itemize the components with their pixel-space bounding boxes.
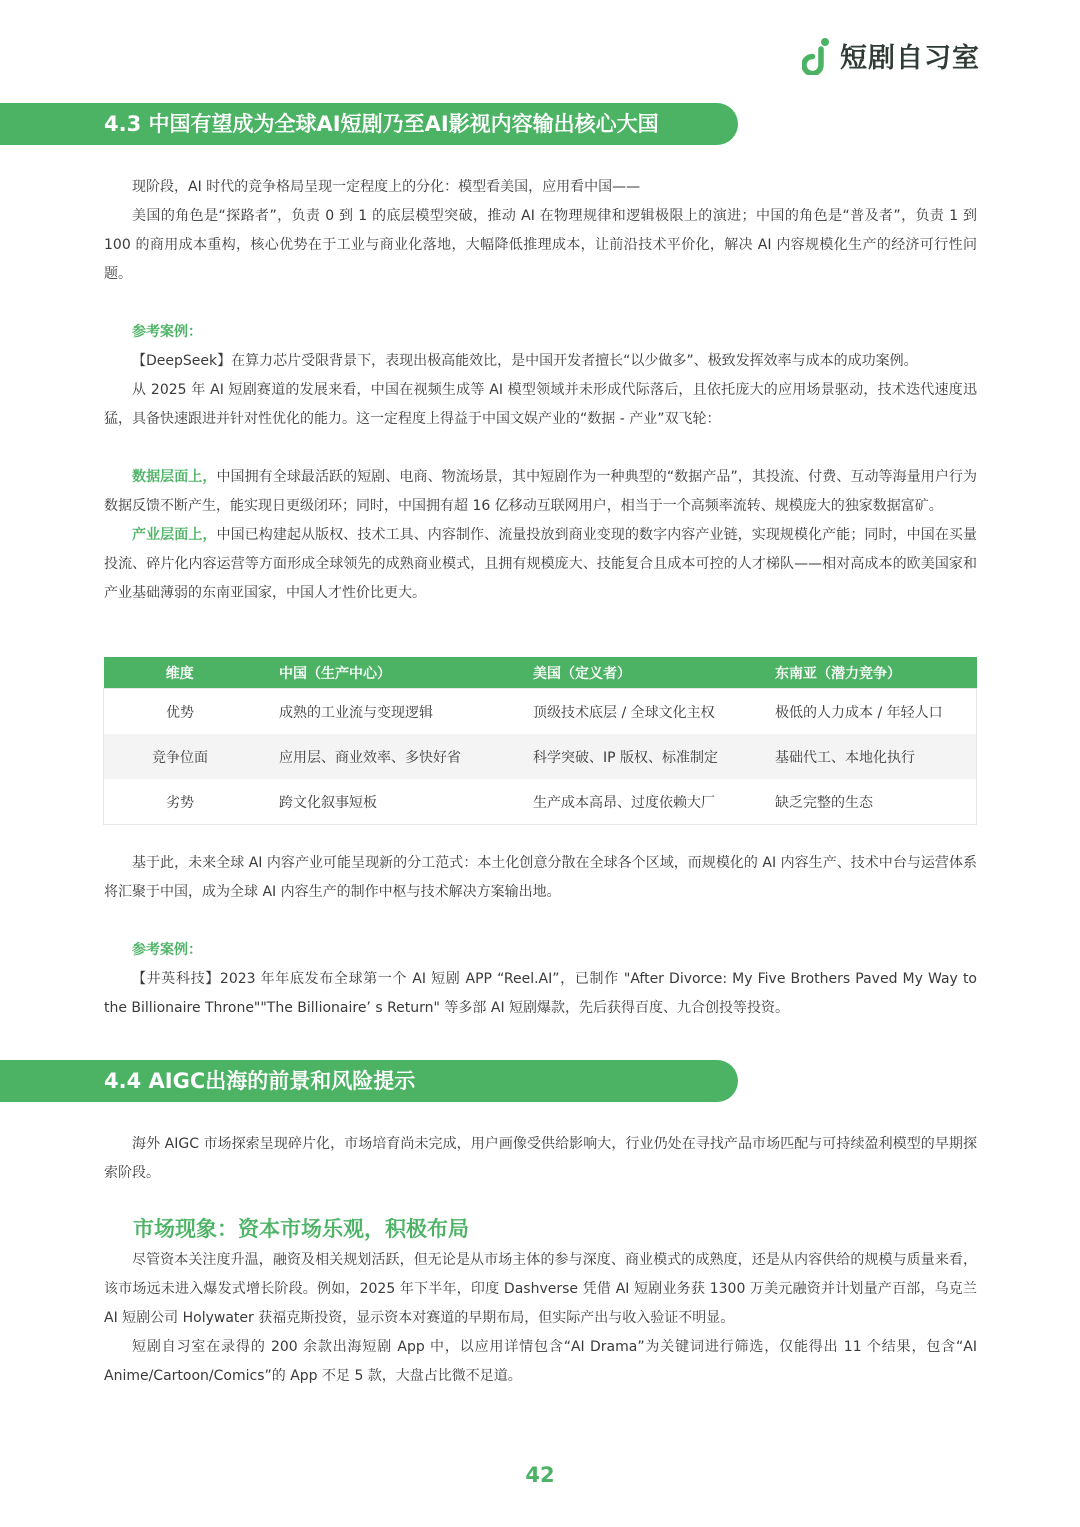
- data-level-label: 数据层面上，: [132, 469, 217, 485]
- market-paragraph: 短剧自习室在录得的 200 余款出海短剧 App 中，以应用详情包含“AI Drama”为关键词进行筛选，仅能得出 11 个结果，包含“AI Anime/Cartoon/Comics”的 App 不足 5 款，大盘占比微不足道。: [104, 1339, 977, 1384]
- industry-level-text: 中国已构建起从版权、技术工具、内容制作、流量投放到商业变现的数字内容产业链，实现规模化产能；同时，中国在买量投流、碎片化内容运营等方面形成全球领先的成熟商业模式，且拥有规模庞大、技能复合且成本可控的人才梯队——相对高成本的欧美国家和产业基础薄弱的东南亚国家，中国人才性价比更大。: [104, 527, 978, 601]
- page-number: 42: [525, 1463, 555, 1487]
- case-label: 参考案例：: [132, 942, 202, 958]
- table-cell: 缺乏完整的生态: [775, 794, 873, 811]
- brand-name: 短剧自习室: [840, 43, 980, 74]
- intro-line: 现阶段，AI 时代的竞争格局呈现一定程度上的分化：模型看美国，应用看中国——: [132, 179, 641, 195]
- table-cell: 成熟的工业流与变现逻辑: [279, 704, 433, 721]
- body-paragraph: 从 2025 年 AI 短剧赛道的发展来看，中国在视频生成等 AI 模型领域并未形成代际落后，且依托庞大的应用场景驱动，技术迭代速度迅猛，具备快速跟进并针对性优化的能力。这一定程度上得益于中国文娱产业的“数据 - 产业”双飞轮：: [104, 382, 977, 427]
- table-header-row: [104, 657, 977, 689]
- section-4-3-intro: [104, 173, 977, 289]
- section-4-3-banner: 4.3 中国有望成为全球AI短剧乃至AI影视内容输出核心大国: [0, 103, 738, 145]
- case-block-1: [104, 318, 977, 434]
- case-text: 【井英科技】2023 年年底发布全球第一个 AI 短剧 APP “Reel.AI”，已制作 "After Divorce: My Five Brothers Paved My Way to the Billionaire Throne""The Billionaire’ s Return" 等多部 AI 短剧爆款，先后获得百度、九合创投等投资。: [104, 971, 977, 1016]
- data-level-text: 中国拥有全球最活跃的短剧、电商、物流场景，其中短剧作为一种典型的“数据产品”，其投流、付费、互动等海量用户行为数据反馈不断产生，能实现日更级闭环；同时，中国拥有超 16 亿移动互联网用户，相当于一个高频率流转、规模庞大的独家数据富矿。: [104, 469, 977, 514]
- industry-level-label: 产业层面上，: [132, 527, 217, 543]
- table-row: [104, 689, 977, 735]
- table-header-cell: 中国（生产中心）: [256, 657, 533, 689]
- intro-paragraph: 海外 AIGC 市场探索呈现碎片化，市场培育尚未完成，用户画像受供给影响大，行业仍处在寻找产品市场匹配与可持续盈利模型的早期探索阶段。: [104, 1136, 977, 1181]
- table-cell: 极低的人力成本 / 年轻人口: [775, 704, 943, 721]
- table-header-cell: 东南亚（潜力竞争）: [775, 657, 977, 689]
- table-cell: 顶级技术底层 / 全球文化主权: [533, 704, 715, 721]
- data-level-paragraph: [104, 463, 977, 521]
- industry-level-paragraph: [104, 521, 977, 608]
- table-cell: 生产成本高昂、过度依赖大厂: [533, 794, 715, 811]
- table-cell: 跨文化叙事短板: [279, 794, 377, 811]
- table-row: [104, 734, 977, 779]
- brand-d-icon: [802, 37, 832, 75]
- case-label: 参考案例：: [132, 324, 202, 340]
- case-text: 【DeepSeek】在算力芯片受限背景下，表现出极高能效比，是中国开发者擅长“以少做多”、极致发挥效率与成本的成功案例。: [132, 353, 918, 369]
- intro-paragraph: 美国的角色是“探路者”，负责 0 到 1 的底层模型突破，推动 AI 在物理规律和逻辑极限上的演进；中国的角色是“普及者”，负责 1 到 100 的商用成本重构，核心优势在于工业与商业化落地，大幅降低推理成本，让前沿技术平价化，解决 AI 内容规模化生产的经济可行性问题。: [104, 208, 977, 282]
- section-4-4-banner: 4.4 AIGC出海的前景和风险提示: [0, 1060, 738, 1102]
- table-cell: 应用层、商业效率、多快好省: [256, 734, 533, 779]
- comparison-table: [103, 657, 977, 825]
- table-cell: 劣势: [166, 794, 194, 811]
- market-block: [104, 1246, 977, 1391]
- table-row: [104, 779, 977, 825]
- market-paragraph: 尽管资本关注度升温，融资及相关规划活跃，但无论是从市场主体的参与深度、商业模式的成熟度，还是从内容供给的规模与质量来看，该市场远未进入爆发式增长阶段。例如，2025 年下半年，印度 Dashverse 凭借 AI 短剧业务获 1300 万美元融资并计划量产百部，乌克兰 AI 短剧公司 Holywater 获福克斯投资，显示资本对赛道的早期布局，但实际产出与收入验证不明显。: [104, 1252, 977, 1326]
- table-header-cell: 美国（定义者）: [533, 657, 775, 689]
- table-cell: 优势: [166, 704, 194, 721]
- table-header-cell: 维度: [104, 657, 257, 689]
- case-block-2: [104, 936, 977, 1023]
- table-cell: 科学突破、IP 版权、标准制定: [533, 734, 775, 779]
- section-4-4-intro: [104, 1130, 977, 1188]
- market-subheading: 市场现象：资本市场乐观，积极布局: [133, 1217, 469, 1241]
- after-table-paragraph: 基于此，未来全球 AI 内容产业可能呈现新的分工范式：本土化创意分散在全球各个区域，而规模化的 AI 内容生产、技术中台与运营体系将汇聚于中国，成为全球 AI 内容生产的制作中枢与技术解决方案输出地。: [104, 855, 977, 900]
- brand-logo: [802, 36, 980, 75]
- table-cell: 基础代工、本地化执行: [775, 734, 977, 779]
- flywheel-block: [104, 463, 977, 608]
- after-table-block: [104, 849, 977, 907]
- table-cell: 竞争位面: [104, 734, 257, 779]
